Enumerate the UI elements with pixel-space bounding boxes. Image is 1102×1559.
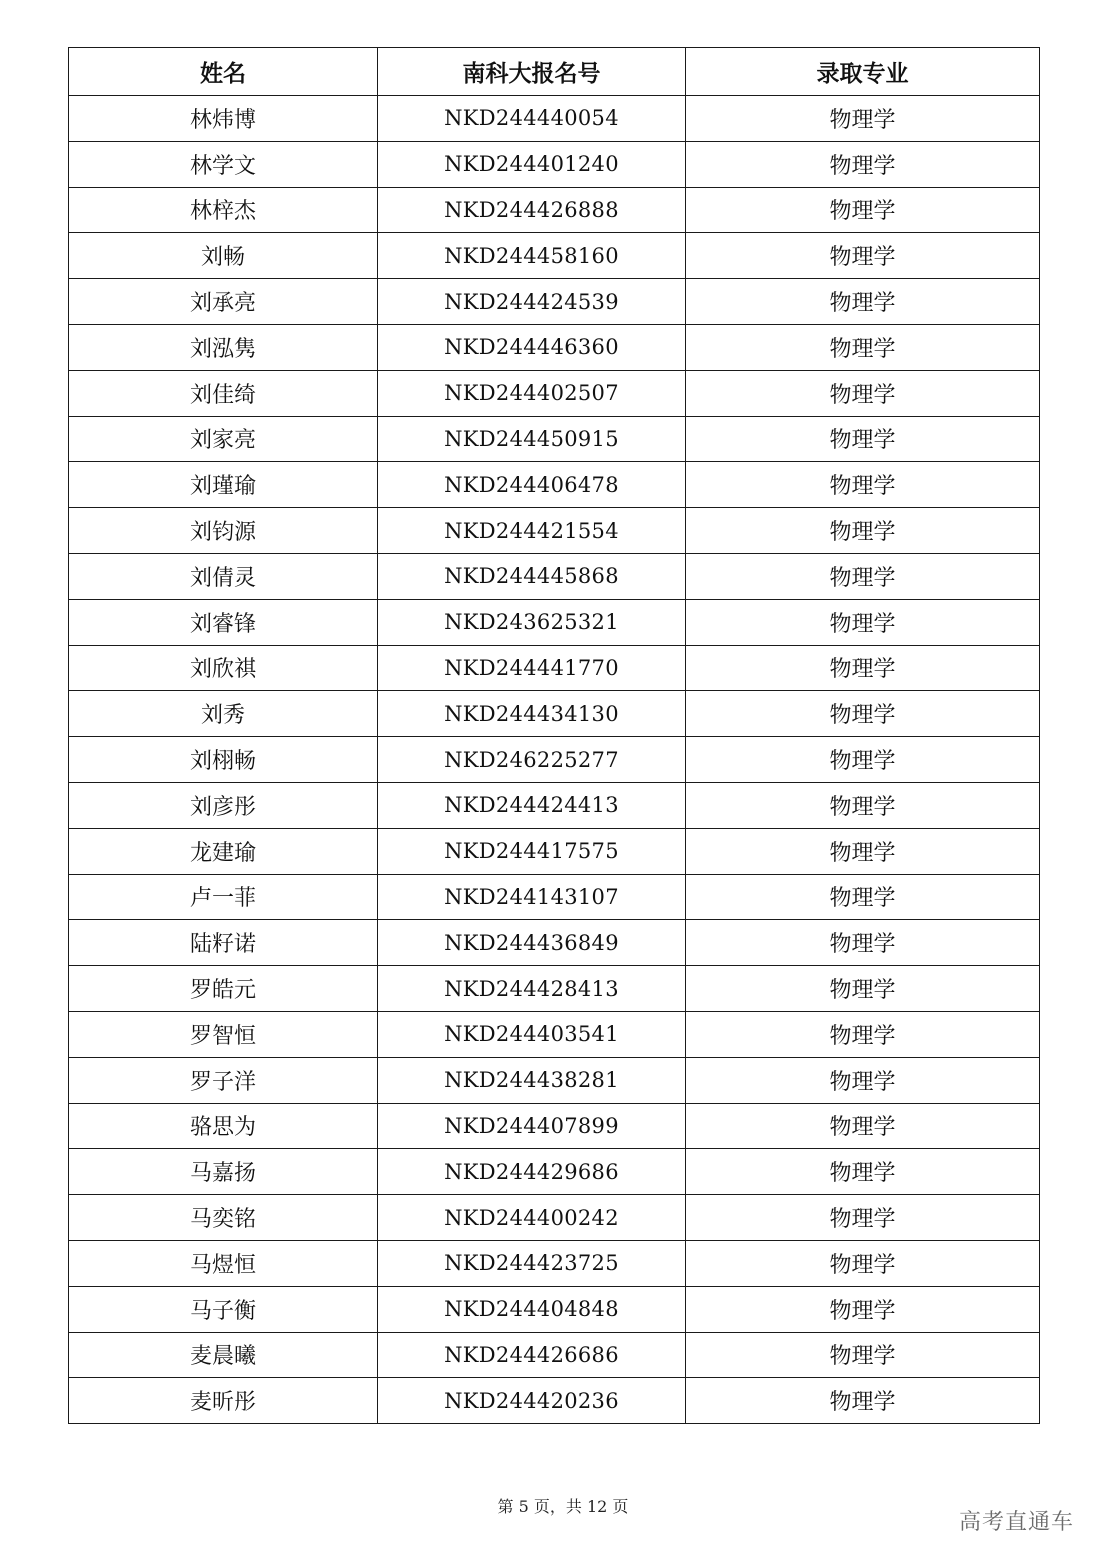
table-row bbox=[69, 737, 1040, 783]
registration-number-cell: NKD244400242 bbox=[378, 1195, 686, 1241]
admitted-major-cell: 物理学 bbox=[686, 691, 1040, 737]
table-body bbox=[69, 96, 1040, 1424]
admitted-major-cell: 物理学 bbox=[686, 553, 1040, 599]
table-row bbox=[69, 96, 1040, 142]
registration-number-cell: NKD244421554 bbox=[378, 508, 686, 554]
table-row bbox=[69, 1103, 1040, 1149]
registration-number-cell: NKD244143107 bbox=[378, 874, 686, 920]
registration-number-cell: NKD244441770 bbox=[378, 645, 686, 691]
admitted-major-cell: 物理学 bbox=[686, 920, 1040, 966]
table-row bbox=[69, 599, 1040, 645]
registration-number-cell: NKD244434130 bbox=[378, 691, 686, 737]
student-name-cell: 龙建瑜 bbox=[69, 828, 378, 874]
admitted-major-cell: 物理学 bbox=[686, 187, 1040, 233]
admitted-major-cell: 物理学 bbox=[686, 416, 1040, 462]
header-registration-number: 南科大报名号 bbox=[378, 48, 686, 96]
student-name-cell: 麦晨曦 bbox=[69, 1332, 378, 1378]
table-row bbox=[69, 874, 1040, 920]
registration-number-cell: NKD244429686 bbox=[378, 1149, 686, 1195]
registration-number-cell: NKD244423725 bbox=[378, 1240, 686, 1286]
admission-list-table bbox=[68, 47, 1040, 1424]
admitted-major-cell: 物理学 bbox=[686, 96, 1040, 142]
registration-number-cell: NKD244436849 bbox=[378, 920, 686, 966]
student-name-cell: 马子衡 bbox=[69, 1286, 378, 1332]
header-row bbox=[69, 48, 1040, 96]
table-row bbox=[69, 782, 1040, 828]
admitted-major-cell: 物理学 bbox=[686, 1240, 1040, 1286]
student-name-cell: 林梓杰 bbox=[69, 187, 378, 233]
student-name-cell: 马奕铭 bbox=[69, 1195, 378, 1241]
student-name-cell: 刘栩畅 bbox=[69, 737, 378, 783]
registration-number-cell: NKD244426888 bbox=[378, 187, 686, 233]
admitted-major-cell: 物理学 bbox=[686, 508, 1040, 554]
table-header bbox=[69, 48, 1040, 96]
table-row bbox=[69, 1378, 1040, 1424]
table-row bbox=[69, 462, 1040, 508]
student-name-cell: 刘睿锋 bbox=[69, 599, 378, 645]
student-name-cell: 林炜博 bbox=[69, 96, 378, 142]
registration-number-cell: NKD244424539 bbox=[378, 279, 686, 325]
student-name-cell: 刘承亮 bbox=[69, 279, 378, 325]
registration-number-cell: NKD244428413 bbox=[378, 966, 686, 1012]
registration-number-cell: NKD244446360 bbox=[378, 324, 686, 370]
page-number: 第 5 页，共 12 页 bbox=[497, 1497, 629, 1516]
student-name-cell: 刘钧源 bbox=[69, 508, 378, 554]
student-name-cell: 刘倩灵 bbox=[69, 553, 378, 599]
student-name-cell: 卢一菲 bbox=[69, 874, 378, 920]
table-row bbox=[69, 553, 1040, 599]
admitted-major-cell: 物理学 bbox=[686, 1057, 1040, 1103]
registration-number-cell: NKD244407899 bbox=[378, 1103, 686, 1149]
admitted-major-cell: 物理学 bbox=[686, 233, 1040, 279]
table-row bbox=[69, 370, 1040, 416]
registration-number-cell: NKD244440054 bbox=[378, 96, 686, 142]
table-row bbox=[69, 1332, 1040, 1378]
table-row bbox=[69, 920, 1040, 966]
student-name-cell: 罗皓元 bbox=[69, 966, 378, 1012]
student-name-cell: 刘瑾瑜 bbox=[69, 462, 378, 508]
admitted-major-cell: 物理学 bbox=[686, 462, 1040, 508]
header-admitted-major: 录取专业 bbox=[686, 48, 1040, 96]
student-name-cell: 马嘉扬 bbox=[69, 1149, 378, 1195]
registration-number-cell: NKD244450915 bbox=[378, 416, 686, 462]
registration-number-cell: NKD244438281 bbox=[378, 1057, 686, 1103]
header-name: 姓名 bbox=[69, 48, 378, 96]
student-name-cell: 刘泓隽 bbox=[69, 324, 378, 370]
table-row bbox=[69, 1149, 1040, 1195]
registration-number-cell: NKD246225277 bbox=[378, 737, 686, 783]
table-row bbox=[69, 1286, 1040, 1332]
admitted-major-cell: 物理学 bbox=[686, 279, 1040, 325]
admitted-major-cell: 物理学 bbox=[686, 141, 1040, 187]
student-name-cell: 刘畅 bbox=[69, 233, 378, 279]
student-name-cell: 刘彦彤 bbox=[69, 782, 378, 828]
student-name-cell: 麦昕彤 bbox=[69, 1378, 378, 1424]
registration-number-cell: NKD244403541 bbox=[378, 1011, 686, 1057]
admitted-major-cell: 物理学 bbox=[686, 599, 1040, 645]
admitted-major-cell: 物理学 bbox=[686, 966, 1040, 1012]
admitted-major-cell: 物理学 bbox=[686, 1332, 1040, 1378]
admitted-major-cell: 物理学 bbox=[686, 1103, 1040, 1149]
table-row bbox=[69, 416, 1040, 462]
table-row bbox=[69, 691, 1040, 737]
registration-number-cell: NKD244420236 bbox=[378, 1378, 686, 1424]
registration-number-cell: NKD244401240 bbox=[378, 141, 686, 187]
admitted-major-cell: 物理学 bbox=[686, 782, 1040, 828]
registration-number-cell: NKD244417575 bbox=[378, 828, 686, 874]
table-row bbox=[69, 966, 1040, 1012]
admitted-major-cell: 物理学 bbox=[686, 828, 1040, 874]
registration-number-cell: NKD244445868 bbox=[378, 553, 686, 599]
admitted-major-cell: 物理学 bbox=[686, 1149, 1040, 1195]
admitted-major-cell: 物理学 bbox=[686, 645, 1040, 691]
student-name-cell: 罗子洋 bbox=[69, 1057, 378, 1103]
watermark-logo: 高考直通车 bbox=[958, 1510, 1074, 1535]
table-row bbox=[69, 645, 1040, 691]
table-row bbox=[69, 508, 1040, 554]
registration-number-cell: NKD244426686 bbox=[378, 1332, 686, 1378]
table-row bbox=[69, 1240, 1040, 1286]
admitted-major-cell: 物理学 bbox=[686, 1011, 1040, 1057]
admitted-major-cell: 物理学 bbox=[686, 1195, 1040, 1241]
table-row bbox=[69, 233, 1040, 279]
student-name-cell: 刘佳绮 bbox=[69, 370, 378, 416]
admitted-major-cell: 物理学 bbox=[686, 1378, 1040, 1424]
admitted-major-cell: 物理学 bbox=[686, 324, 1040, 370]
admitted-major-cell: 物理学 bbox=[686, 874, 1040, 920]
registration-number-cell: NKD244404848 bbox=[378, 1286, 686, 1332]
admitted-major-cell: 物理学 bbox=[686, 1286, 1040, 1332]
admitted-major-cell: 物理学 bbox=[686, 737, 1040, 783]
registration-number-cell: NKD244424413 bbox=[378, 782, 686, 828]
registration-number-cell: NKD243625321 bbox=[378, 599, 686, 645]
student-name-cell: 罗智恒 bbox=[69, 1011, 378, 1057]
table-row bbox=[69, 187, 1040, 233]
table-row bbox=[69, 141, 1040, 187]
registration-number-cell: NKD244406478 bbox=[378, 462, 686, 508]
registration-number-cell: NKD244458160 bbox=[378, 233, 686, 279]
table-row bbox=[69, 324, 1040, 370]
student-name-cell: 骆思为 bbox=[69, 1103, 378, 1149]
table-row bbox=[69, 279, 1040, 325]
student-name-cell: 马煜恒 bbox=[69, 1240, 378, 1286]
table-row bbox=[69, 1057, 1040, 1103]
student-name-cell: 刘家亮 bbox=[69, 416, 378, 462]
student-name-cell: 刘欣祺 bbox=[69, 645, 378, 691]
registration-number-cell: NKD244402507 bbox=[378, 370, 686, 416]
admitted-major-cell: 物理学 bbox=[686, 370, 1040, 416]
student-name-cell: 陆籽诺 bbox=[69, 920, 378, 966]
table-row bbox=[69, 828, 1040, 874]
table-row bbox=[69, 1195, 1040, 1241]
table-row bbox=[69, 1011, 1040, 1057]
student-name-cell: 刘秀 bbox=[69, 691, 378, 737]
student-name-cell: 林学文 bbox=[69, 141, 378, 187]
